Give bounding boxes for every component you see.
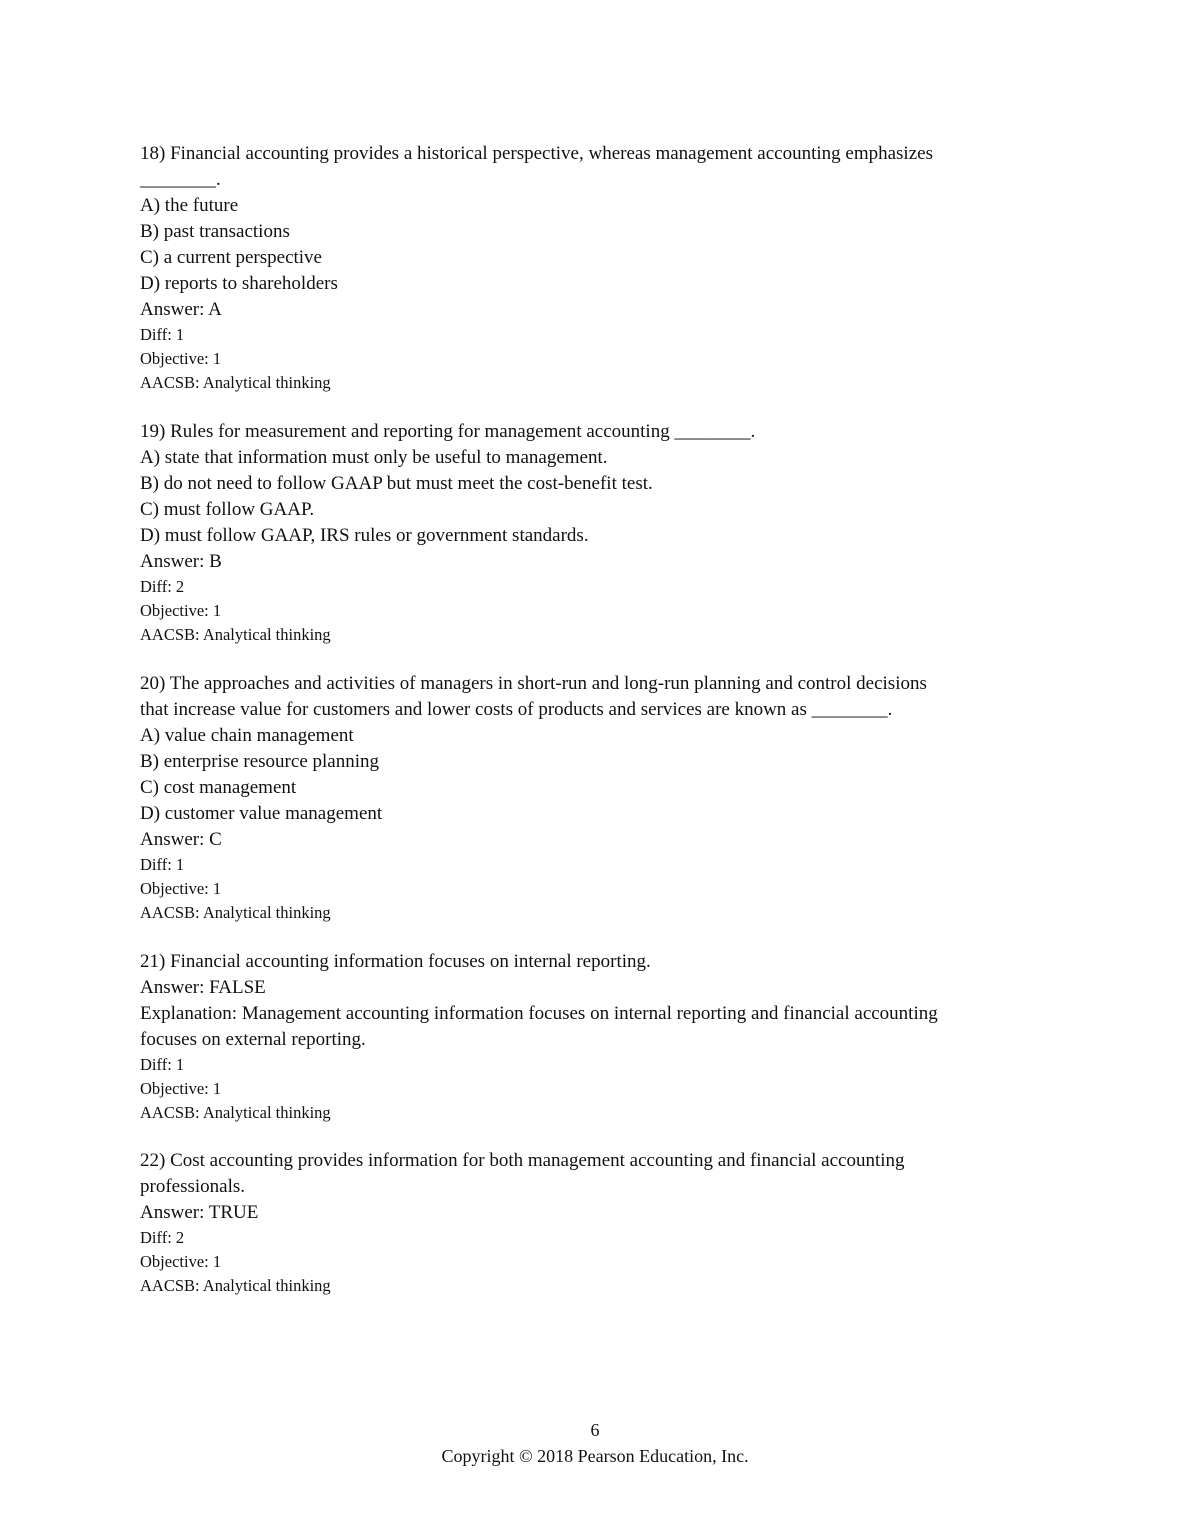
aacsb: AACSB: Analytical thinking: [140, 1103, 331, 1122]
answer: Answer: C: [140, 829, 222, 850]
aacsb: AACSB: Analytical thinking: [140, 373, 331, 392]
aacsb: AACSB: Analytical thinking: [140, 1276, 331, 1295]
option-d: D) must follow GAAP, IRS rules or government standards.: [140, 525, 589, 546]
difficulty: Diff: 2: [140, 1228, 185, 1247]
difficulty: Diff: 1: [140, 855, 185, 874]
answer: Answer: FALSE: [140, 977, 266, 998]
question-stem-line: 21) Financial accounting information focuses on internal reporting.: [140, 951, 651, 972]
objective: Objective: 1: [140, 1252, 222, 1271]
option-d: D) customer value management: [140, 803, 383, 824]
question-stem-line: 19) Rules for measurement and reporting for management accounting ________.: [140, 421, 756, 442]
explanation-line: Explanation: Management accounting information focuses on internal reporting and financial accounting: [140, 1003, 938, 1024]
question-22: [140, 1148, 1060, 1298]
page-number: 6: [590, 1420, 600, 1440]
question-21: [140, 949, 1060, 1125]
option-c: C) cost management: [140, 777, 297, 798]
answer: Answer: A: [140, 299, 222, 320]
question-stem-line: 20) The approaches and activities of managers in short-run and long-run planning and control decisions: [140, 673, 927, 694]
option-c: C) must follow GAAP.: [140, 499, 315, 520]
question-20: [140, 671, 1060, 925]
explanation-line: focuses on external reporting.: [140, 1029, 366, 1050]
option-c: C) a current perspective: [140, 247, 322, 268]
option-a: A) value chain management: [140, 725, 354, 746]
option-a: A) state that information must only be useful to management.: [140, 447, 608, 468]
difficulty: Diff: 2: [140, 577, 185, 596]
objective: Objective: 1: [140, 879, 222, 898]
aacsb: AACSB: Analytical thinking: [140, 625, 331, 644]
aacsb: AACSB: Analytical thinking: [140, 903, 331, 922]
option-b: B) enterprise resource planning: [140, 751, 379, 772]
question-19: [140, 419, 1060, 647]
objective: Objective: 1: [140, 349, 222, 368]
copyright-notice: Copyright © 2018 Pearson Education, Inc.: [441, 1446, 749, 1466]
difficulty: Diff: 1: [140, 1055, 185, 1074]
option-a: A) the future: [140, 195, 239, 216]
option-b: B) past transactions: [140, 221, 290, 242]
objective: Objective: 1: [140, 1079, 222, 1098]
difficulty: Diff: 1: [140, 325, 185, 344]
objective: Objective: 1: [140, 601, 222, 620]
question-stem-line: 22) Cost accounting provides information for both management accounting and financial accounting: [140, 1150, 905, 1171]
question-stem-line: professionals.: [140, 1176, 246, 1197]
question-18: [140, 141, 1060, 395]
answer: Answer: TRUE: [140, 1202, 259, 1223]
option-b: B) do not need to follow GAAP but must meet the cost-benefit test.: [140, 473, 653, 494]
answer: Answer: B: [140, 551, 222, 572]
question-stem-line: that increase value for customers and lower costs of products and services are known as ________.: [140, 699, 893, 720]
option-d: D) reports to shareholders: [140, 273, 338, 294]
question-stem-line: 18) Financial accounting provides a historical perspective, whereas management accounting emphasizes: [140, 143, 933, 164]
question-stem-line: ________.: [140, 169, 221, 190]
